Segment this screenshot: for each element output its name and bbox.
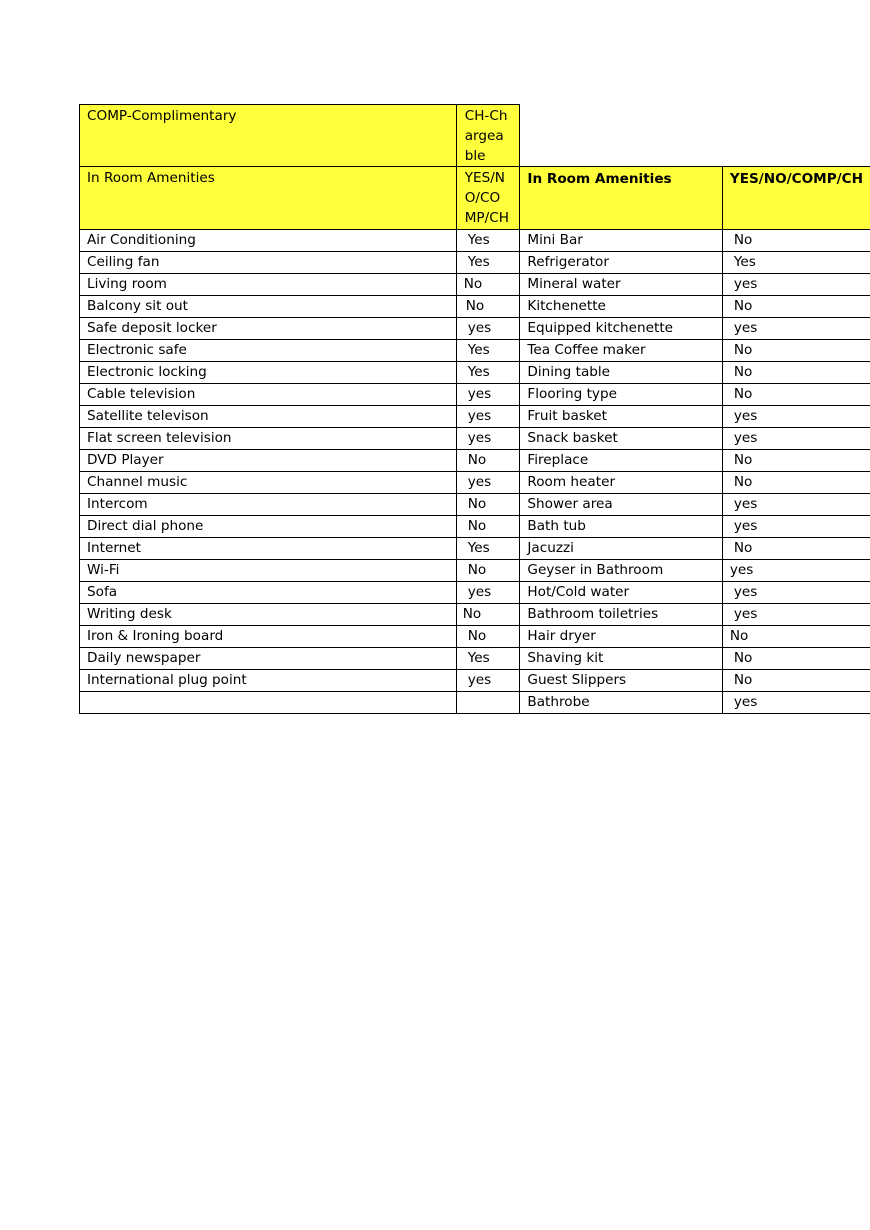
blank-cell <box>520 105 722 167</box>
left-amenity-cell: Living room <box>80 274 457 296</box>
left-value-cell: yes <box>456 670 520 692</box>
right-value-cell: No <box>722 384 870 406</box>
left-value-cell: yes <box>456 428 520 450</box>
table-row <box>80 384 870 406</box>
table-row <box>80 274 870 296</box>
right-amenity-cell: Mini Bar <box>520 230 722 252</box>
header-row <box>80 167 870 230</box>
right-amenity-cell: Flooring type <box>520 384 722 406</box>
left-value-cell: yes <box>456 406 520 428</box>
right-value-cell: No <box>722 230 870 252</box>
left-value-cell: No <box>456 626 520 648</box>
table-row <box>80 362 870 384</box>
left-amenity-cell: Electronic locking <box>80 362 457 384</box>
right-value-cell: yes <box>722 406 870 428</box>
left-value-cell: Yes <box>456 340 520 362</box>
right-amenity-cell: Fruit basket <box>520 406 722 428</box>
right-amenity-cell: Hair dryer <box>520 626 722 648</box>
left-value-cell: Yes <box>456 538 520 560</box>
table-row <box>80 494 870 516</box>
legend-comp: COMP-Complimentary <box>80 105 457 167</box>
table-row <box>80 318 870 340</box>
right-value-cell: No <box>722 362 870 384</box>
left-amenity-cell <box>80 692 457 714</box>
left-value-cell: yes <box>456 318 520 340</box>
right-value-cell: yes <box>722 582 870 604</box>
table-row <box>80 428 870 450</box>
left-amenity-cell: Intercom <box>80 494 457 516</box>
right-amenity-cell: Geyser in Bathroom <box>520 560 722 582</box>
right-value-cell: yes <box>722 560 870 582</box>
right-value-cell: No <box>722 626 870 648</box>
left-value-cell: No <box>456 604 520 626</box>
legend-row <box>80 105 870 167</box>
left-amenity-cell: Flat screen television <box>80 428 457 450</box>
table-row <box>80 582 870 604</box>
left-amenity-cell: DVD Player <box>80 450 457 472</box>
right-amenity-cell: Mineral water <box>520 274 722 296</box>
left-amenity-cell: Writing desk <box>80 604 457 626</box>
header-left-value: YES/NO/COMP/CH <box>456 167 520 230</box>
right-value-cell: No <box>722 648 870 670</box>
header-right-label: In Room Amenities <box>520 167 722 230</box>
left-value-cell: No <box>456 450 520 472</box>
right-value-cell: yes <box>722 692 870 714</box>
left-amenity-cell: Internet <box>80 538 457 560</box>
left-value-cell: Yes <box>456 230 520 252</box>
left-amenity-cell: Air Conditioning <box>80 230 457 252</box>
table-row <box>80 692 870 714</box>
left-value-cell <box>456 692 520 714</box>
header-right-value: YES/NO/COMP/CH <box>722 167 870 230</box>
table-row <box>80 296 870 318</box>
left-value-cell: Yes <box>456 252 520 274</box>
left-amenity-cell: Iron & Ironing board <box>80 626 457 648</box>
amenities-table-body <box>80 105 870 714</box>
right-amenity-cell: Bathroom toiletries <box>520 604 722 626</box>
left-amenity-cell: Electronic safe <box>80 340 457 362</box>
left-value-cell: No <box>456 516 520 538</box>
left-amenity-cell: Sofa <box>80 582 457 604</box>
right-value-cell: yes <box>722 318 870 340</box>
table-row <box>80 648 870 670</box>
right-amenity-cell: Room heater <box>520 472 722 494</box>
table-row <box>80 516 870 538</box>
right-amenity-cell: Hot/Cold water <box>520 582 722 604</box>
right-amenity-cell: Equipped kitchenette <box>520 318 722 340</box>
table-row <box>80 670 870 692</box>
right-amenity-cell: Kitchenette <box>520 296 722 318</box>
right-amenity-cell: Shaving kit <box>520 648 722 670</box>
left-value-cell: No <box>456 494 520 516</box>
left-value-cell: yes <box>456 472 520 494</box>
right-amenity-cell: Bath tub <box>520 516 722 538</box>
header-left-label: In Room Amenities <box>80 167 457 230</box>
table-row <box>80 406 870 428</box>
table-row <box>80 340 870 362</box>
right-value-cell: yes <box>722 516 870 538</box>
left-value-cell: Yes <box>456 362 520 384</box>
left-amenity-cell: Satellite televison <box>80 406 457 428</box>
right-value-cell: No <box>722 472 870 494</box>
left-amenity-cell: Wi-Fi <box>80 560 457 582</box>
left-amenity-cell: Cable television <box>80 384 457 406</box>
right-value-cell: yes <box>722 428 870 450</box>
legend-ch: CH-Chargeable <box>456 105 520 167</box>
right-value-cell: yes <box>722 494 870 516</box>
left-value-cell: yes <box>456 384 520 406</box>
right-amenity-cell: Dining table <box>520 362 722 384</box>
blank-cell <box>722 105 870 167</box>
table-row <box>80 604 870 626</box>
left-amenity-cell: Safe deposit locker <box>80 318 457 340</box>
right-amenity-cell: Bathrobe <box>520 692 722 714</box>
left-value-cell: No <box>456 296 520 318</box>
right-value-cell: No <box>722 450 870 472</box>
table-row <box>80 450 870 472</box>
left-amenity-cell: Balcony sit out <box>80 296 457 318</box>
right-value-cell: No <box>722 340 870 362</box>
right-amenity-cell: Tea Coffee maker <box>520 340 722 362</box>
left-value-cell: Yes <box>456 648 520 670</box>
left-amenity-cell: Ceiling fan <box>80 252 457 274</box>
left-amenity-cell: International plug point <box>80 670 457 692</box>
right-amenity-cell: Snack basket <box>520 428 722 450</box>
right-amenity-cell: Jacuzzi <box>520 538 722 560</box>
left-value-cell: No <box>456 274 520 296</box>
table-row <box>80 472 870 494</box>
table-row <box>80 560 870 582</box>
left-amenity-cell: Channel music <box>80 472 457 494</box>
right-value-cell: No <box>722 296 870 318</box>
left-amenity-cell: Daily newspaper <box>80 648 457 670</box>
right-value-cell: No <box>722 670 870 692</box>
amenities-table <box>79 104 870 714</box>
right-amenity-cell: Shower area <box>520 494 722 516</box>
right-value-cell: yes <box>722 604 870 626</box>
right-value-cell: yes <box>722 274 870 296</box>
left-amenity-cell: Direct dial phone <box>80 516 457 538</box>
table-row <box>80 230 870 252</box>
left-value-cell: yes <box>456 582 520 604</box>
table-row <box>80 626 870 648</box>
table-row <box>80 252 870 274</box>
right-amenity-cell: Fireplace <box>520 450 722 472</box>
right-amenity-cell: Refrigerator <box>520 252 722 274</box>
table-row <box>80 538 870 560</box>
right-amenity-cell: Guest Slippers <box>520 670 722 692</box>
right-value-cell: No <box>722 538 870 560</box>
left-value-cell: No <box>456 560 520 582</box>
right-value-cell: Yes <box>722 252 870 274</box>
